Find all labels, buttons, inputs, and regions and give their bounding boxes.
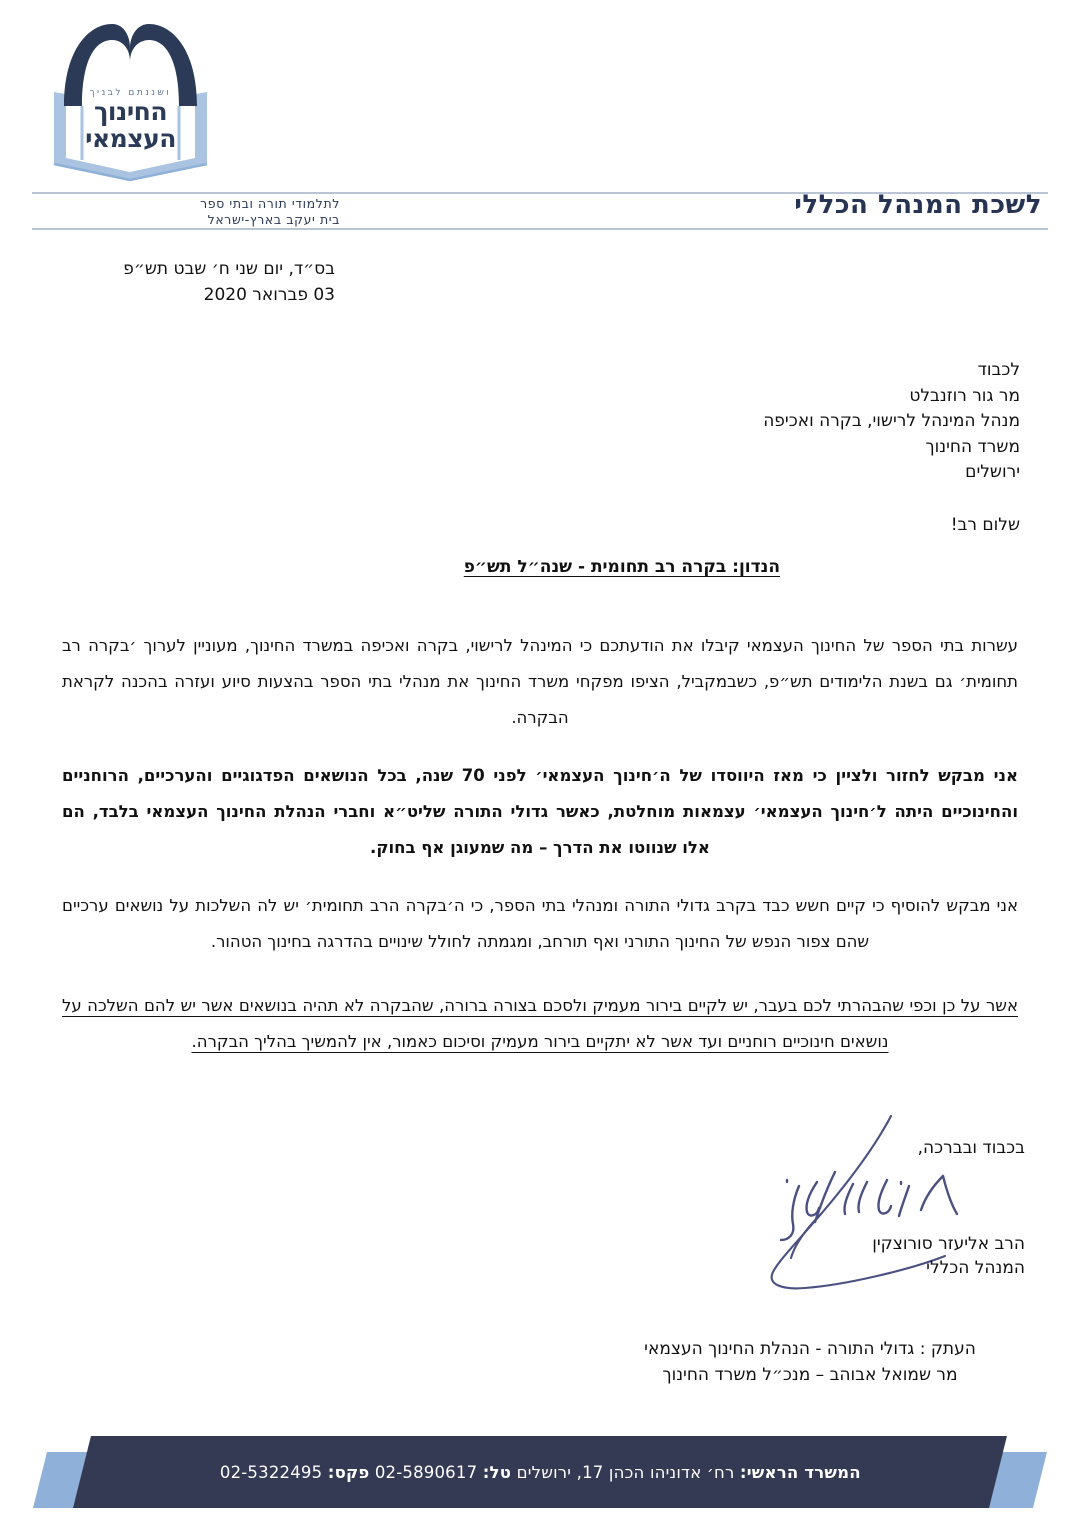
body-paragraph-3: אני מבקש להוסיף כי קיים חשש כבד בקרב גדולי התורה ומנהלי בתי הספר, כי ה׳בקרה הרב תחומית׳ יש לה השלכות על נושאים ערכיים שהם צפור הנפש של החינוך התורני ואף תורחב, ומגמתה לחולל שינויים בהדרגה בחינוך הטהור. — [62, 896, 1018, 951]
tagline-line2: בית יעקב בארץ-ישראל — [207, 212, 340, 227]
organization-tagline — [40, 196, 340, 228]
footer-fax-label: פקס: — [327, 1462, 370, 1482]
footer-phone-label: טל: — [482, 1462, 511, 1482]
footer-address: רח׳ אדוניהו הכהן 17, ירושלים — [516, 1462, 735, 1482]
cc-line1 — [600, 1336, 1020, 1362]
recipient-block — [600, 358, 1020, 486]
signer-name: הרב אליעזר סורוצקין — [872, 1234, 1025, 1254]
recipient-organization: משרד החינוך — [925, 436, 1020, 457]
cc-block — [600, 1336, 1020, 1388]
body-paragraph-2: אני מבקש לחזור ולציין כי מאז היווסדו של ה׳חינוך העצמאי׳ לפני 70 שנה, בכל הנושאים הפדגוגיים והערכיים, הרוחניים והחינוכיים היתה ל׳חינוך העצמאי׳ עצמאות מוחלטת, כאשר גדולי התורה שליט״א וחברי הנהלת החינוך העצמאי בלבד, הם אלו שנווטו את הדרך – מה שמעוגן אף בחוק. — [62, 766, 1018, 857]
signer-role: המנהל הכללי — [926, 1258, 1025, 1278]
body-paragraph-4: אשר על כן וכפי שהבהרתי לכם בעבר, יש לקיים בירור מעמיק ולסכם בצורה ברורה, שהבקרה לא תהיה בנושאים אשר יש להם השלכה על נושאים חינוכיים רוחניים ועד אשר לא יתקיים בירור מעמיק וסיכום כאמור, אין להמשיך בהליך הבקרה. — [62, 996, 1018, 1051]
recipient-city: ירושלים — [965, 462, 1020, 482]
cc-recipient-2: מר שמואל אבוהב – מנכ״ל משרד החינוך — [662, 1365, 958, 1385]
signature-block — [685, 1110, 1025, 1310]
organization-logo — [38, 14, 223, 184]
cc-recipient-1: גדולי התורה - הנהלת החינוך העצמאי — [644, 1339, 915, 1359]
recipient-name: מר גור רוזנבלט — [909, 385, 1020, 406]
date-block — [75, 256, 335, 308]
footer-contact-text — [73, 1436, 1007, 1508]
signature-closing: בכבוד ובברכה, — [917, 1138, 1025, 1158]
letterhead-footer — [0, 1430, 1080, 1508]
footer-phone: 02-5890617 — [374, 1462, 477, 1482]
body-paragraph-1: עשרות בתי הספר של החינוך העצמאי קיבלו את הודעתכם כי המינהל לרישוי, בקרה ואכיפה במשרד החינוך, מעוניין לערוך ׳בקרה רב תחומית׳ גם בשנת הלימודים תש״פ, כשבמקביל, הציפו מפקחי משרד החינוך את מנהלי בתי הספר בהצעות סיוע ועזרה בהכנה לקראת הבקרה. — [62, 636, 1018, 727]
tagline-line1: לתלמודי תורה ובתי ספר — [200, 196, 340, 211]
logo-title-line1: החינוך — [93, 97, 168, 126]
letterhead-header — [0, 0, 1080, 240]
office-title: לשכת המנהל הכללי — [794, 190, 1042, 220]
date-gregorian: 03 פברואר 2020 — [203, 285, 335, 305]
cc-label: העתק : — [919, 1339, 976, 1359]
recipient-title: מנהל המינהל לרישוי, בקרה ואכיפה — [763, 411, 1020, 431]
greeting: שלום רב! — [950, 515, 1020, 535]
footer-fax: 02-5322495 — [219, 1462, 322, 1482]
logo-motto: ושננתם לבניך — [89, 88, 172, 98]
header-rule-bottom — [32, 228, 1048, 230]
logo-title-line2: העצמאי — [85, 124, 176, 153]
subject-line: הנדון: בקרה רב תחומית - שנה״ל תש״פ — [463, 557, 780, 577]
recipient-salutation: לכבוד — [977, 360, 1020, 380]
date-hebrew: בס״ד, יום שני ח׳ שבט תש״פ — [123, 259, 335, 279]
footer-office-label: המשרד הראשי: — [739, 1462, 861, 1482]
